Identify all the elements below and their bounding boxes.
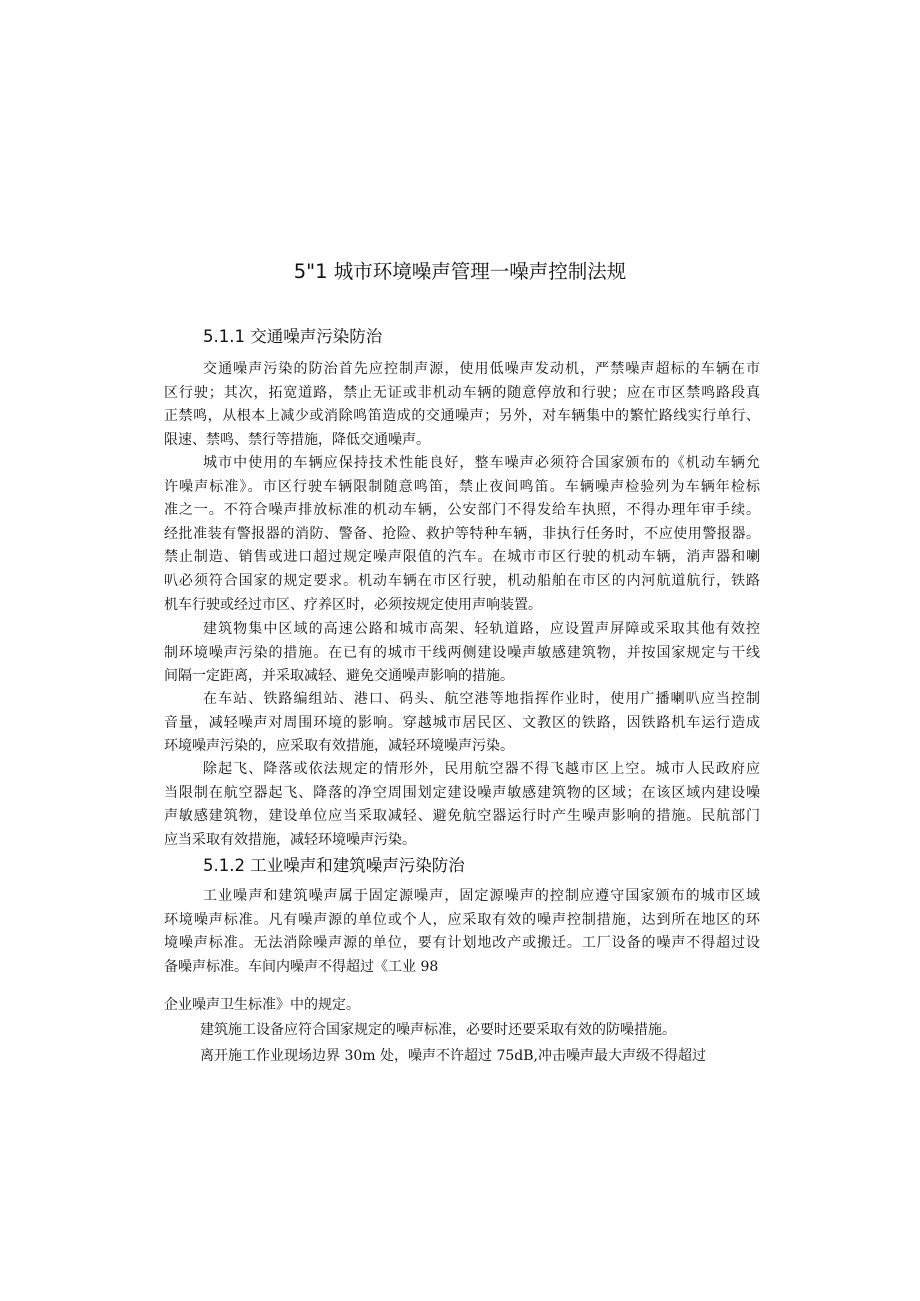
text-line: 境噪声标准。无法消除噪声源的单位，要有计划地改产或搬迁。工厂设备的噪声不得超过设 [164,935,760,952]
text-line: 区行驶；其次，拓宽道路，禁止无证或非机动车辆的随意停放和行驶；应在市区禁鸣路段真 [164,384,760,401]
paragraph-construction-limit: 离开施工作业现场边界 30m 处，噪声不许超过 75dB,冲击噪声最大声级不得超过 [200,1048,706,1064]
text-line: 声敏感建筑物，建设单位应当采取减轻、避免航空器运行时产生噪声影响的措施。民航部门 [164,808,760,825]
text-line: 交通噪声污染的防治首先应控制声源，使用低噪声发动机，严禁噪声超标的车辆在市 [203,361,760,377]
section-heading-industrial-noise: 5.1.2 工业噪声和建筑噪声污染防治 [203,856,465,875]
paragraph-construction-equipment: 建筑施工设备应符合国家规定的噪声标准，必要时还要采取有效的防噪措施。 [200,1022,676,1038]
text-line: 禁止制造、销售或进口超过规定噪声限值的汽车。在城市市区行驶的机动车辆，消声器和喇 [164,549,760,566]
text-line: 准之一。不符合噪声排放标准的机动车辆，公安部门不得发给车执照，不得办理年审手续。 [164,502,760,519]
paragraph-traffic-2 [164,452,760,617]
text-line: 制环境噪声污染的措施。在已有的城市干线两侧建设噪声敏感建筑物，并按国家规定与干线 [164,644,760,661]
text-line: 应当采取有效措施，减轻环境噪声污染。 [164,831,416,848]
text-line: 环境噪声污染的，应采取有效措施，减轻环境噪声污染。 [164,738,514,755]
text-line: 城市中使用的车辆应保持技术性能良好，整车噪声必须符合国家颁布的《机动车辆允 [203,455,760,471]
paragraph-traffic-3 [164,618,760,689]
text-line: 建筑物集中区域的高速公路和城市高架、轻轨道路，应设置声屏障或采取其他有效控 [203,621,760,637]
section-heading-traffic-noise: 5.1.1 交通噪声污染防治 [203,327,383,346]
text-line: 环境噪声标准。凡有噪声源的单位或个人，应采取有效的噪声控制措施，达到所在地区的环 [164,911,760,928]
paragraph-traffic-5 [164,758,760,852]
text-line: 限速、禁鸣、禁行等措施，降低交通噪声。 [164,431,430,448]
text-line: 当限制在航空器起飞、降落的净空周围划定建设噪声敏感建筑物的区域；在该区域内建设噪 [164,784,760,801]
text-line: 音量，减轻噪声对周围环境的影响。穿越城市居民区、文教区的铁路，因铁路机车运行造成 [164,714,760,731]
text-line: 备噪声标准。车间内噪声不得超过《工业 98 [164,958,439,975]
page-title: 5"1 城市环境噪声管理一噪声控制法规 [293,260,627,283]
text-line: 工业噪声和建筑噪声属于固定源噪声，固定源噪声的控制应遵守国家颁布的城市区域 [203,888,760,904]
paragraph-traffic-1 [164,358,760,452]
paragraph-continuation: 企业噪声卫生标准》中的规定。 [164,997,360,1013]
text-line: 在车站、铁路编组站、港口、码头、航空港等地指挥作业时，使用广播喇叭应当控制 [203,691,760,707]
text-line: 除起飞、降落或依法规定的情形外，民用航空器不得飞越市区上空。城市人民政府应 [203,761,760,777]
text-line: 许噪声标准》。市区行驶车辆限制随意鸣笛，禁止夜间鸣笛。车辆噪声检验列为车辆年检标 [164,478,760,495]
text-line: 叭必须符合国家的规定要求。机动车辆在市区行驶，机动船舶在市区的内河航道航行，铁路 [164,572,760,589]
text-line: 机车行驶或经过市区、疗养区时，必须按规定使用声响装置。 [164,596,542,613]
text-line: 经批准装有警报器的消防、警备、抢险、救护等特种车辆，非执行任务时，不应使用警报器。 [164,525,760,542]
text-line: 间隔一定距离，并采取减轻、避免交通噪声影响的措施。 [164,668,514,685]
paragraph-industrial-1 [164,885,760,979]
paragraph-traffic-4 [164,688,760,759]
text-line: 正禁鸣，从根本上减少或消除鸣笛造成的交通噪声；另外，对车辆集中的繁忙路线实行单行、 [164,408,760,425]
